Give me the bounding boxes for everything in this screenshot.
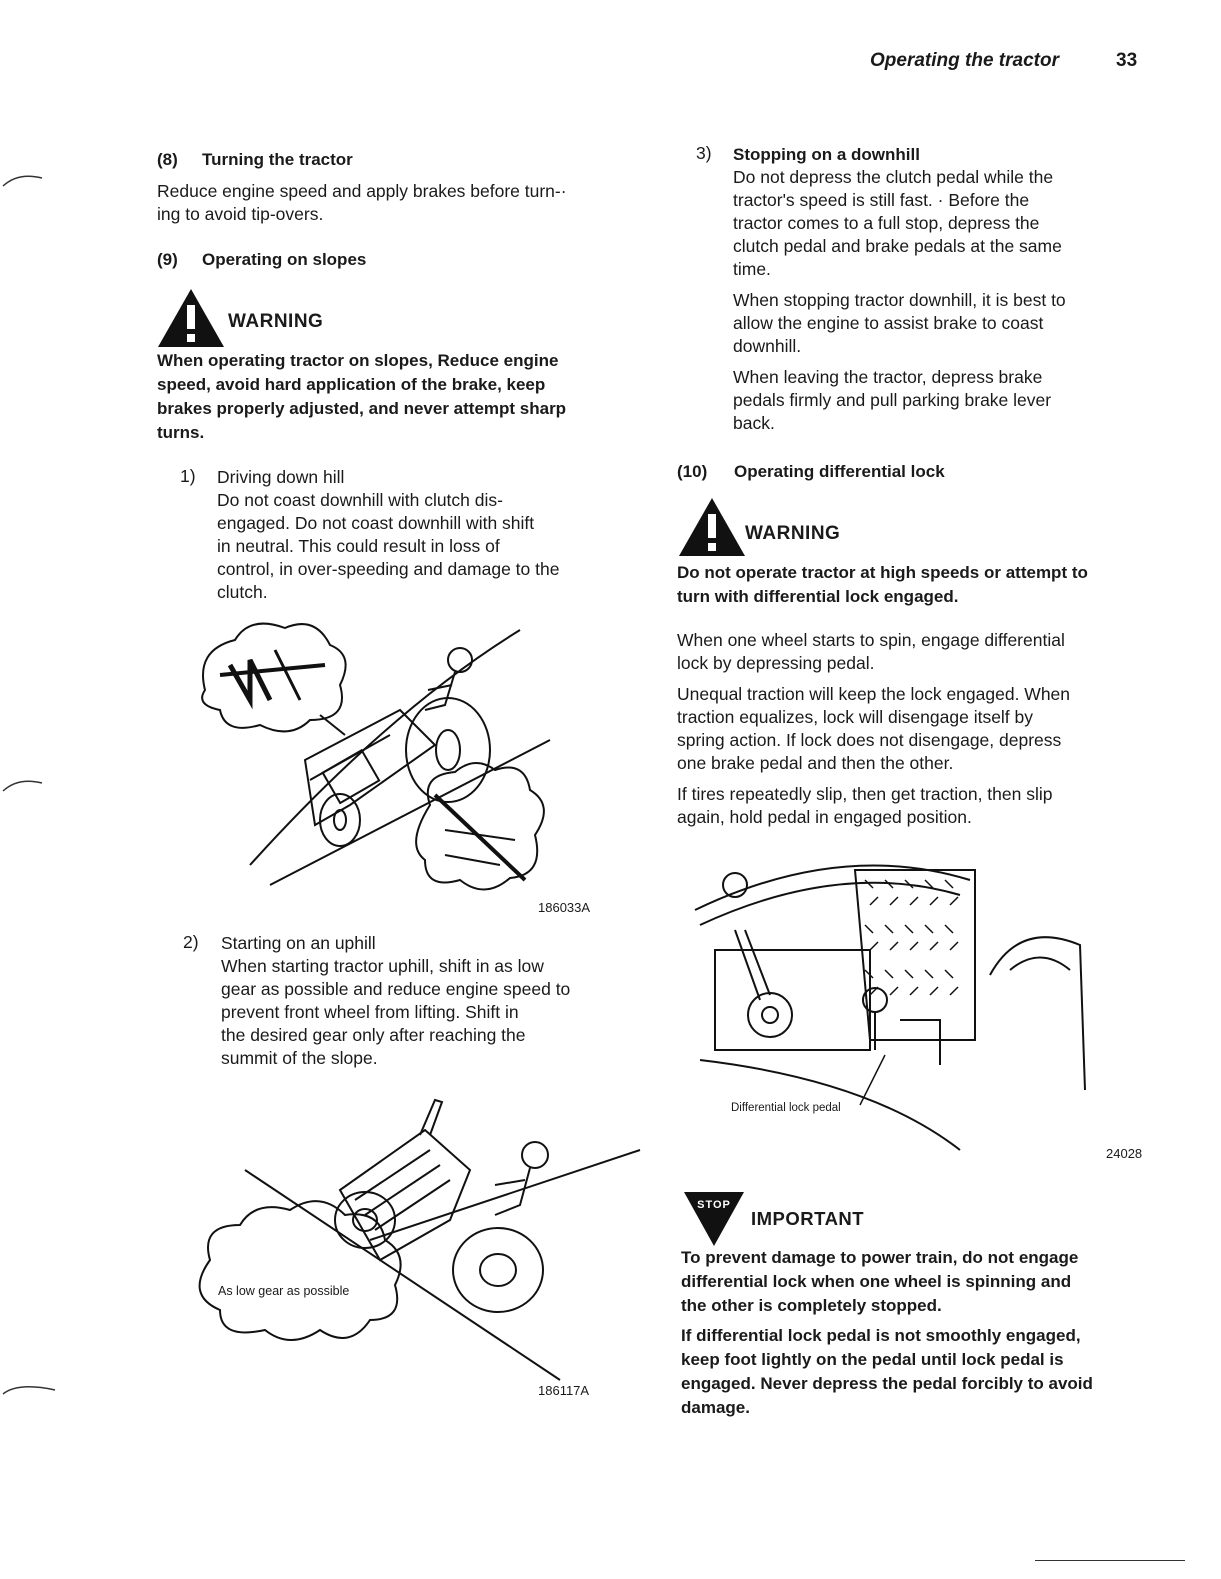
figure-2-callout: As low gear as possible [218,1284,350,1298]
figure-1-code: 186033A [538,900,591,915]
item-2-number: 2) [183,932,199,952]
section-8-text: Reduce engine speed and apply brakes before turn-· ing to avoid tip-overs. [157,181,567,224]
section-9-number: (9) [157,250,178,269]
figure-differential-lock-pedal [690,850,1110,1165]
section-8-number: (8) [157,150,178,169]
item-1: Driving down hill Do not coast downhill with clutch dis- engaged. Do not coast downhill with shift in neutral. This could result in loss of control, in over-speeding and damage to the clutch. [217,466,621,604]
section-10-number: (10) [677,462,708,481]
figure-uphill-tractor [180,1090,650,1390]
page-number: 33 [1116,50,1138,71]
warning-text: When operating tractor on slopes, Reduce engine speed, avoid hard application of the brake, keep brakes properly adjusted, and never attempt sharp turns. [157,351,567,442]
figure-3-callout: Differential lock pedal [731,1102,841,1114]
item-3-title: Stopping on a downhill [733,145,920,164]
page-header-title: Operating the tractor [870,50,1059,71]
figure-3-code: 24028 [1106,1146,1143,1161]
stop-icon [682,1190,746,1248]
warning-triangle-icon [677,496,747,558]
stop-badge-text: STOP [697,1199,731,1211]
margin-mark [0,1378,60,1398]
warning-text: Do not operate tractor at high speeds or attempt to turn with differential lock engaged. [677,563,1088,606]
item-1-title: Driving down hill [217,467,345,487]
section-8-title: Turning the tractor [202,150,353,169]
warning-triangle-icon [156,287,226,349]
figure-downhill-tractor [190,610,570,905]
item-1-number: 1) [180,466,196,486]
item-2-title: Starting on an uphill [221,933,376,953]
margin-mark [0,775,50,795]
bottom-rule [1035,1560,1185,1561]
warning-label: WARNING [228,311,324,332]
margin-mark [0,170,50,190]
important-label: IMPORTANT [751,1208,865,1229]
warning-label: WARNING [745,523,841,544]
item-3-number: 3) [696,143,712,163]
item-2: Starting on an uphill When starting tractor uphill, shift in as low gear as possible and reduce engine speed to prevent front wheel from lifting. Shift in the desired gear only after reaching the summit of the slope. [221,932,627,1070]
differential-lock-text: When one wheel starts to spin, engage differential lock by depressing pedal. Unequal traction will keep the lock engaged. When traction equalizes, lock will disengage itself by spring action. If lock does not disengage, depress one brake pedal and then the other. If tires repeatedly slip, then get traction, then slip again, hold pedal in engaged position. [677,630,1071,827]
section-10-title: Operating differential lock [734,462,945,481]
important-text: To prevent damage to power train, do not engage differential lock when one wheel is spinning and the other is completely stopped. If differential lock pedal is not smoothly engaged, keep foot lightly on the pedal until lock pedal is engaged. Never depress the pedal forcibly to avoid damage. [681,1248,1093,1417]
item-3: Stopping on a downhill Do not depress the clutch pedal while the tractor's speed is still fast. · Before the tractor comes to a full stop, depress the clutch pedal and brake pedals at the same time. When stopping tractor downhill, it is best to allow the engine to assist brake to coast downhill. When leaving the tractor, depress brake pedals firmly and pull parking brake lever back. [733,143,1141,435]
section-9-title: Operating on slopes [202,250,367,269]
figure-2-code: 186117A [538,1383,590,1398]
